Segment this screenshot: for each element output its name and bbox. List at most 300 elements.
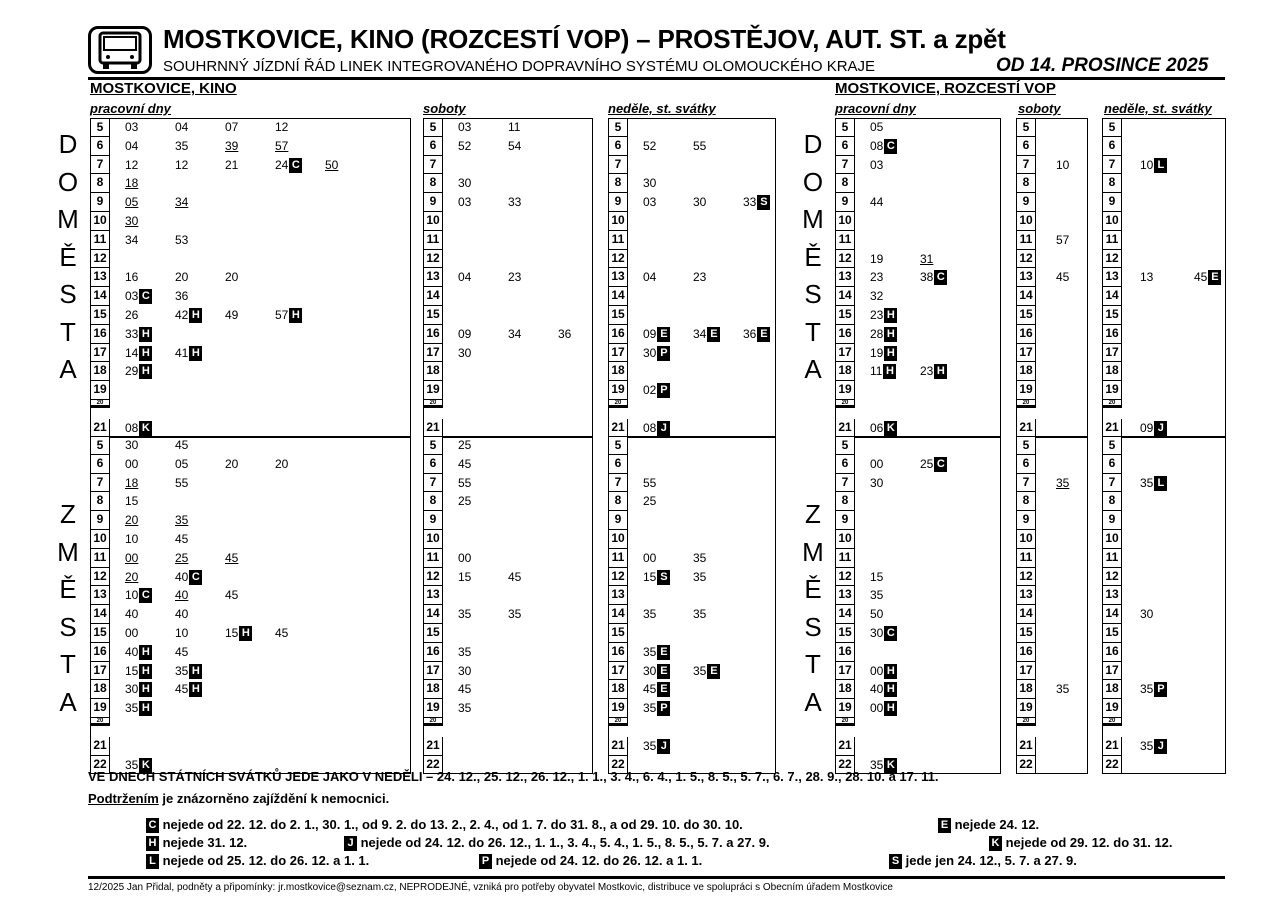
hour-cell: 15 — [835, 624, 855, 643]
hour-cell: 13 — [608, 586, 628, 605]
direction-letter-from: A — [59, 686, 77, 717]
hour-cell: 8 — [835, 492, 855, 511]
underline-note — [88, 791, 389, 806]
departure-minute — [458, 681, 471, 698]
departure-minute — [175, 606, 188, 623]
footnote-mark: E — [657, 664, 670, 679]
departure-minute — [125, 269, 138, 286]
departure-minute — [175, 550, 188, 567]
minute-value: 15 — [870, 569, 884, 584]
minute-value: 04 — [175, 120, 189, 134]
minute-value: 08 — [870, 138, 884, 153]
footnote-mark: J — [657, 421, 670, 436]
footnote-mark: H — [139, 327, 152, 342]
direction-letter-from: Ě — [804, 574, 822, 604]
hour-cell: 16 — [90, 325, 110, 344]
departure-minute — [125, 569, 138, 586]
minute-value: 31 — [920, 251, 934, 266]
departure-minute — [1140, 475, 1167, 492]
footnote-mark: E — [707, 327, 720, 342]
departure-minute — [125, 681, 152, 698]
hour-cell: 18 — [608, 680, 628, 699]
departure-minute — [643, 194, 656, 211]
footnote-mark: H — [189, 682, 202, 697]
minute-value: 34 — [693, 326, 707, 341]
hour-cell: 14 — [1016, 287, 1036, 306]
minute-value: 25 — [458, 438, 472, 452]
minute-value: 35 — [693, 569, 707, 584]
hour-cell: 19 — [90, 381, 110, 400]
minute-value: 29 — [125, 364, 139, 379]
daytype-saturdays-left: soboty — [423, 101, 466, 116]
departure-minute — [458, 493, 471, 510]
hour-cell: 18 — [835, 680, 855, 699]
minute-value: 30 — [458, 176, 472, 191]
departure-minute — [175, 307, 202, 324]
departure-minute — [225, 269, 238, 286]
departure-minute — [125, 326, 152, 343]
hour-cell: 7 — [423, 474, 443, 493]
departure-minute — [643, 382, 670, 399]
hour-cell: 14 — [608, 287, 628, 306]
minute-value: 10 — [175, 626, 189, 640]
hour-cell: 5 — [90, 118, 110, 137]
departure-minute — [1140, 269, 1153, 286]
hour-cell: 5 — [835, 436, 855, 455]
hour-cell: 15 — [608, 624, 628, 643]
minute-value: 10 — [1056, 157, 1070, 172]
departure-minute — [175, 288, 188, 305]
hour-cell: 10 — [423, 212, 443, 231]
minute-value: 10 — [125, 532, 139, 546]
departure-minute — [920, 251, 933, 268]
direction-letter-from: T — [805, 649, 821, 679]
minute-value: 33 — [125, 326, 139, 341]
hour-cell: 18 — [423, 362, 443, 381]
legend-item-l — [145, 853, 369, 869]
hour-cell: 10 — [90, 212, 110, 231]
hour-cell: 8 — [90, 174, 110, 193]
departure-minute — [175, 119, 188, 136]
stop-name-rozcesti: MOSTKOVICE, ROZCESTÍ VOP — [835, 80, 1056, 97]
minute-value: 35 — [175, 663, 189, 678]
departure-minute — [458, 550, 471, 567]
departure-minute — [175, 587, 188, 604]
hour-cell: 17 — [90, 662, 110, 681]
minute-value: 07 — [225, 120, 239, 134]
hour-cell: 6 — [1016, 455, 1036, 474]
hour-cell: 6 — [90, 137, 110, 156]
departure-minute — [1056, 681, 1069, 698]
departure-minute — [693, 606, 706, 623]
page-title: MOSTKOVICE, KINO (ROZCESTÍ VOP) – PROSTĚJOV, AUT. ST. a zpět — [163, 24, 1006, 54]
hour-cell: 6 — [1102, 137, 1122, 156]
departure-minute — [225, 119, 238, 136]
minute-value: 41 — [175, 345, 189, 360]
departure-minute — [125, 437, 138, 454]
footnote-mark: E — [657, 682, 670, 697]
hour-cell: 21 — [608, 419, 628, 438]
hour-cell: 12 — [1016, 568, 1036, 587]
hour-cell: 17 — [90, 344, 110, 363]
minute-value: 35 — [693, 663, 707, 678]
direction-letter-to: O — [57, 166, 79, 197]
hour-cell: 12 — [835, 250, 855, 269]
departure-minute — [175, 644, 188, 661]
minute-value: 38 — [920, 270, 934, 285]
hour-cell: 7 — [90, 156, 110, 175]
daytype-saturdays-right: soboty — [1018, 101, 1061, 116]
departure-minute — [643, 681, 670, 698]
minute-value: 35 — [870, 588, 884, 603]
hour-cell: 17 — [1016, 662, 1036, 681]
departure-minute — [643, 700, 670, 717]
minute-value: 03 — [643, 195, 657, 210]
departure-minute — [870, 700, 897, 717]
minute-value: 30 — [125, 438, 139, 452]
hour-cell: 21 — [835, 737, 855, 756]
departure-minute — [870, 456, 883, 473]
minute-value: 03 — [458, 195, 472, 210]
footnote-mark: H — [883, 364, 896, 379]
departure-minute — [643, 663, 670, 680]
departure-minute — [643, 550, 656, 567]
departure-minute — [125, 307, 138, 324]
minute-value: 57 — [275, 308, 289, 322]
minute-value: 35 — [458, 701, 472, 716]
departure-minute — [175, 456, 188, 473]
departure-minute — [743, 194, 770, 211]
departure-minute — [643, 493, 656, 510]
footnote-mark: H — [884, 664, 897, 679]
departure-minute — [920, 363, 947, 380]
hour-cell: 16 — [1016, 643, 1036, 662]
footnote-mark: K — [989, 836, 1002, 851]
hour-cell: 14 — [1016, 605, 1036, 624]
hour-cell: 12 — [90, 568, 110, 587]
legend-text: nejede od 24. 12. do 26. 12. a 1. 1. — [492, 853, 703, 868]
departure-minute — [458, 269, 471, 286]
departure-minute — [458, 569, 471, 586]
minute-value: 25 — [643, 494, 657, 509]
hour-cell: 22 — [835, 756, 855, 775]
minute-value: 35 — [175, 513, 189, 528]
departure-minute — [275, 307, 302, 324]
hour-cell: 13 — [1016, 268, 1036, 287]
departure-minute — [870, 363, 896, 380]
hour-cell: 5 — [423, 118, 443, 137]
footnote-mark: H — [934, 364, 947, 379]
departure-minute — [175, 194, 188, 211]
departure-minute — [870, 157, 883, 174]
departure-minute — [743, 326, 770, 343]
hour-cell: 11 — [608, 231, 628, 250]
departure-minute — [275, 456, 288, 473]
hour-cell: 11 — [835, 549, 855, 568]
hour-cell: 20 — [90, 400, 110, 408]
departure-minute — [225, 625, 252, 642]
departure-minute — [275, 138, 288, 155]
departure-minute — [175, 475, 188, 492]
hour-cell: 9 — [835, 511, 855, 530]
minute-value: 20 — [225, 270, 239, 285]
departure-minute — [175, 681, 202, 698]
direction-letter-to: D — [58, 129, 78, 159]
minute-value: 35 — [693, 550, 707, 565]
hour-cell: 15 — [1016, 306, 1036, 325]
hour-cell: 10 — [835, 212, 855, 231]
departure-minute — [125, 531, 138, 548]
minute-value: 28 — [870, 326, 884, 341]
hour-cell: 18 — [1102, 680, 1122, 699]
departure-minute — [125, 606, 138, 623]
minute-value: 15 — [643, 569, 657, 584]
departure-minute — [458, 456, 471, 473]
minute-value: 45 — [275, 626, 289, 640]
minute-value: 42 — [175, 308, 189, 322]
minute-value: 30 — [643, 176, 657, 191]
footnote-mark: J — [1154, 421, 1167, 436]
hour-cell: 19 — [835, 381, 855, 400]
hour-cell: 6 — [835, 455, 855, 474]
departure-minute — [870, 138, 897, 155]
hour-cell: 11 — [423, 549, 443, 568]
departure-minute — [458, 644, 471, 661]
hour-cell: 6 — [608, 455, 628, 474]
minute-value: 45 — [175, 682, 189, 697]
departure-minute — [275, 119, 288, 136]
footnote-mark: E — [757, 327, 770, 342]
minute-value: 35 — [870, 757, 884, 772]
minute-value: 54 — [508, 138, 522, 153]
hour-cell: 7 — [1102, 156, 1122, 175]
hour-cell: 22 — [608, 756, 628, 775]
hour-cell: 5 — [608, 436, 628, 455]
departure-minute — [275, 157, 302, 174]
minute-value: 45 — [175, 532, 189, 546]
hour-cell: 8 — [835, 174, 855, 193]
minute-value: 45 — [643, 682, 657, 697]
hour-cell: 11 — [608, 549, 628, 568]
hour-cell: 5 — [608, 118, 628, 137]
minute-value: 39 — [225, 138, 239, 153]
page-subtitle: SOUHRNNÝ JÍZDNÍ ŘÁD LINEK INTEGROVANÉHO DOPRAVNÍHO SYSTÉMU OLOMOUCKÉHO KRAJE — [163, 58, 876, 75]
minute-value: 20 — [175, 270, 189, 285]
departure-minute — [1194, 269, 1221, 286]
minute-value: 35 — [458, 644, 472, 659]
hour-cell: 5 — [1016, 436, 1036, 455]
departure-minute — [693, 569, 706, 586]
departure-minute — [693, 663, 720, 680]
departure-minute — [870, 606, 883, 623]
hour-cell: 18 — [90, 362, 110, 381]
minute-value: 15 — [458, 569, 472, 584]
minute-value: 25 — [175, 550, 189, 565]
departure-minute — [175, 569, 202, 586]
departure-minute — [458, 700, 471, 717]
legend-text: nejede 24. 12. — [951, 817, 1040, 832]
footnote-mark: L — [146, 854, 159, 869]
departure-minute — [920, 456, 947, 473]
departure-minute — [870, 569, 883, 586]
minute-value: 09 — [458, 326, 472, 341]
minute-value: 25 — [458, 494, 472, 509]
timetable-frame — [423, 436, 593, 774]
departure-minute — [920, 269, 947, 286]
departure-minute — [870, 345, 897, 362]
hour-cell: 15 — [90, 306, 110, 325]
hour-cell: 18 — [608, 362, 628, 381]
hour-cell: 13 — [608, 268, 628, 287]
departure-minute — [458, 437, 471, 454]
hour-cell: 13 — [1102, 268, 1122, 287]
footnote-mark: J — [1154, 739, 1167, 754]
direction-letter-to: T — [805, 316, 821, 347]
departure-minute — [1140, 157, 1167, 174]
hour-cell: 13 — [90, 268, 110, 287]
departure-minute — [643, 345, 670, 362]
hour-cell: 16 — [608, 643, 628, 662]
minute-value: 25 — [920, 456, 934, 471]
minute-value: 40 — [175, 607, 189, 622]
minute-value: 45 — [508, 569, 522, 584]
minute-value: 05 — [125, 195, 139, 210]
departure-minute — [643, 269, 656, 286]
hour-cell: 10 — [608, 212, 628, 231]
footnote-mark: L — [1154, 476, 1167, 491]
minute-value: 30 — [125, 214, 139, 228]
hour-cell: 9 — [423, 193, 443, 212]
footnote-mark: C — [934, 270, 947, 285]
departure-minute — [558, 326, 571, 343]
timetable-frame — [835, 436, 1001, 774]
hour-cell: 21 — [1102, 737, 1122, 756]
hour-cell: 6 — [90, 455, 110, 474]
legend-item-s — [888, 853, 1077, 869]
minute-value: 45 — [458, 682, 472, 697]
hour-cell: 17 — [1016, 344, 1036, 363]
direction-letter-to: T — [60, 316, 76, 347]
departure-minute — [1056, 157, 1069, 174]
footnote-mark: H — [884, 308, 897, 323]
footnote-mark: H — [289, 308, 302, 323]
departure-minute — [870, 420, 897, 437]
hour-cell: 18 — [1102, 362, 1122, 381]
departure-minute — [693, 138, 706, 155]
legend-text: nejede od 24. 12. do 26. 12., 1. 1., 3. 4., 5. 4., 1. 5., 8. 5., 5. 7. a 27. 9. — [357, 835, 770, 850]
legend-item-j — [343, 835, 770, 851]
departure-minute — [508, 569, 521, 586]
departure-minute — [125, 175, 138, 192]
footnote-mark: H — [189, 346, 202, 361]
hour-cell: 7 — [608, 474, 628, 493]
footnote-mark: J — [657, 739, 670, 754]
departure-minute — [1056, 269, 1069, 286]
hour-cell: 14 — [835, 605, 855, 624]
minute-value: 09 — [643, 326, 657, 341]
departure-minute — [508, 606, 521, 623]
hour-cell: 20 — [1102, 400, 1122, 408]
hour-cell: 20 — [90, 718, 110, 726]
hour-cell: 21 — [90, 737, 110, 756]
footnote-mark: C — [139, 588, 152, 603]
hour-cell: 20 — [608, 718, 628, 726]
hour-cell: 16 — [1102, 643, 1122, 662]
hour-cell: 6 — [1016, 137, 1036, 156]
minute-value: 23 — [920, 364, 934, 379]
minute-value: 04 — [125, 138, 139, 153]
hour-cell: 6 — [423, 137, 443, 156]
departure-minute — [125, 213, 138, 230]
hour-cell: 14 — [423, 287, 443, 306]
departure-minute — [643, 606, 656, 623]
hour-cell: 20 — [835, 718, 855, 726]
departure-minute — [508, 138, 521, 155]
hour-cell: 11 — [90, 231, 110, 250]
minute-value: 03 — [125, 289, 139, 304]
footnote-mark: H — [139, 346, 152, 361]
departure-minute — [643, 475, 656, 492]
hour-cell: 10 — [608, 530, 628, 549]
hour-cell: 11 — [1102, 549, 1122, 568]
footnote-mark: H — [239, 626, 252, 641]
hour-cell: 18 — [835, 362, 855, 381]
hour-cell: 10 — [90, 530, 110, 549]
minute-value: 30 — [458, 345, 472, 360]
hour-cell: 20 — [423, 400, 443, 408]
minute-value: 23 — [693, 270, 707, 285]
hour-cell: 9 — [1102, 511, 1122, 530]
hour-cell: 7 — [1016, 156, 1036, 175]
footnote-mark: H — [146, 836, 159, 851]
underline-rest: je znázorněno zajíždění k nemocnici. — [158, 791, 390, 806]
departure-minute — [508, 194, 521, 211]
footnote-mark: H — [884, 327, 897, 342]
footnote-mark: J — [344, 836, 357, 851]
hour-cell: 12 — [608, 250, 628, 269]
departure-minute — [125, 232, 138, 249]
hour-cell: 17 — [608, 662, 628, 681]
footnote-mark: H — [189, 664, 202, 679]
legend-text: nejede od 25. 12. do 26. 12. a 1. 1. — [159, 853, 370, 868]
hour-cell: 12 — [608, 568, 628, 587]
hour-cell: 12 — [1102, 568, 1122, 587]
departure-minute — [175, 345, 202, 362]
departure-minute — [125, 288, 152, 305]
hour-cell: 5 — [835, 118, 855, 137]
hour-cell: 12 — [1016, 250, 1036, 269]
hour-cell: 11 — [423, 231, 443, 250]
minute-value: 34 — [125, 232, 139, 247]
minute-value: 30 — [870, 475, 884, 490]
departure-minute — [1140, 738, 1167, 755]
hour-cell: 21 — [1016, 737, 1036, 756]
departure-minute — [458, 326, 471, 343]
hour-cell: 17 — [423, 662, 443, 681]
hour-cell: 21 — [1102, 419, 1122, 438]
minute-value: 19 — [870, 345, 884, 360]
departure-minute — [125, 663, 152, 680]
stop-name-kino: MOSTKOVICE, KINO — [90, 80, 237, 97]
hour-cell: 19 — [608, 699, 628, 718]
departure-minute — [870, 307, 897, 324]
hour-cell: 16 — [835, 643, 855, 662]
hour-cell: 8 — [90, 492, 110, 511]
hour-cell: 17 — [835, 662, 855, 681]
minute-value: 55 — [643, 475, 657, 490]
minute-value: 30 — [125, 682, 139, 697]
departure-minute — [458, 475, 471, 492]
